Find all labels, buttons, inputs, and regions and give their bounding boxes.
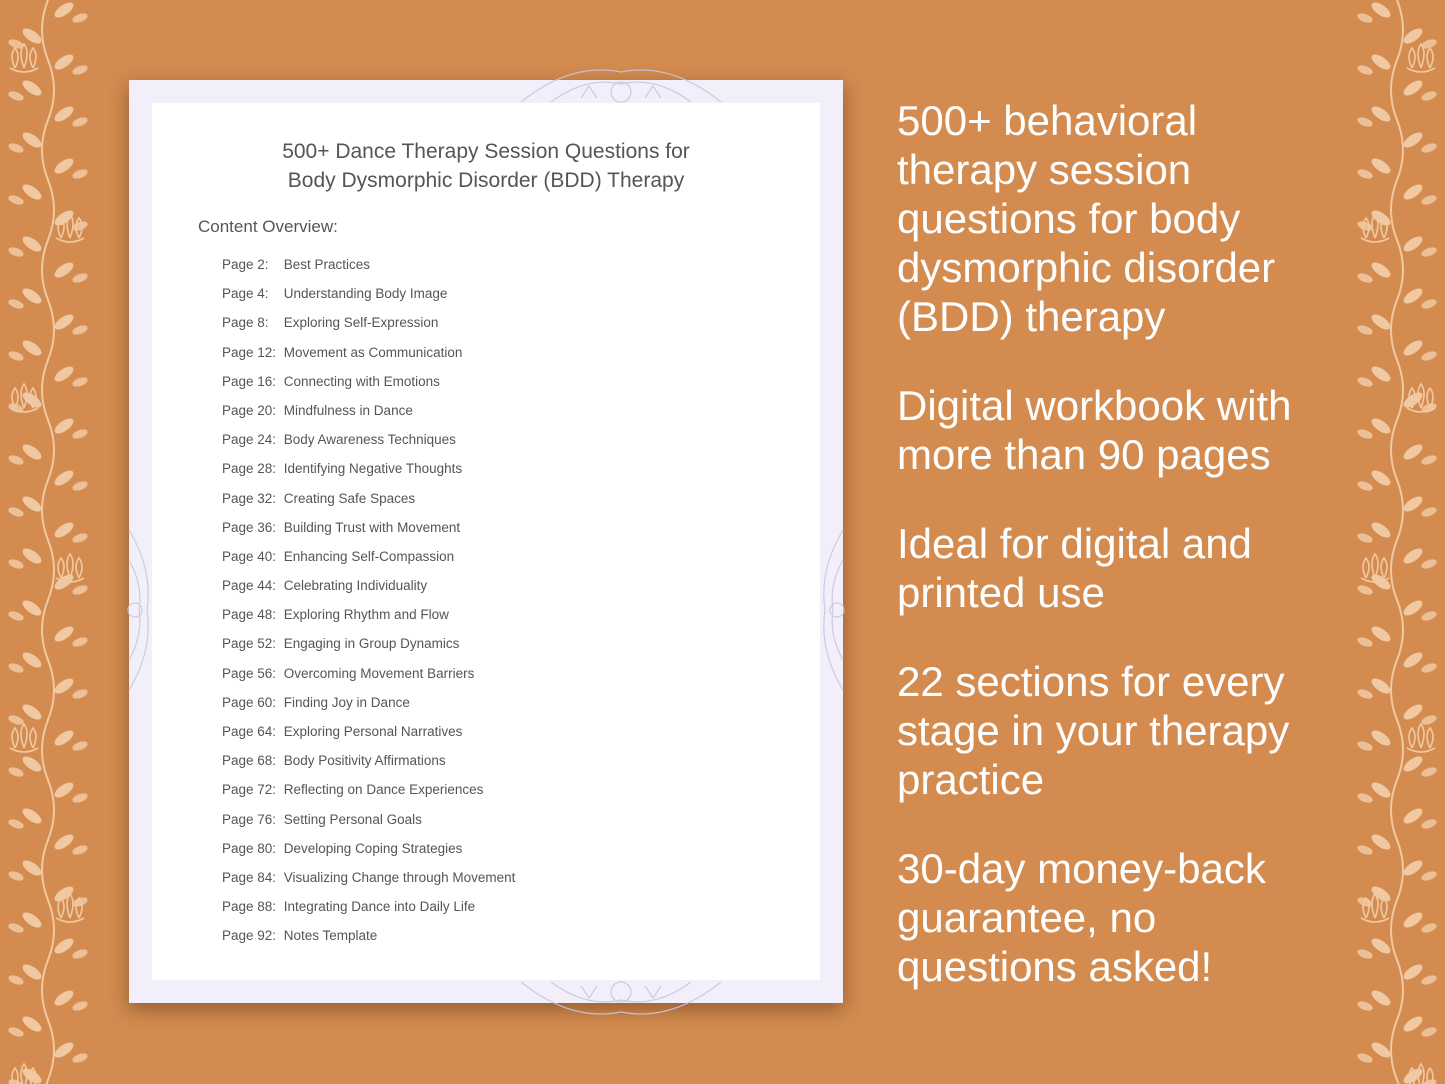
toc-page-number: Page 92:: [222, 928, 277, 944]
toc-item: [222, 372, 515, 401]
toc-section-title: Best Practices: [283, 257, 371, 272]
toc-section-title: Integrating Dance into Daily Life: [283, 899, 476, 915]
toc-section-title: Reflecting on Dance Experiences: [283, 782, 484, 798]
toc-page-number: Page 2:: [222, 257, 269, 272]
toc-section-title: Engaging in Group Dynamics: [283, 636, 460, 652]
feature-sections: 22 sections for every stage in your therapy practice: [897, 658, 1290, 803]
toc-section-title: Developing Coping Strategies: [283, 840, 463, 856]
toc-item: [222, 868, 515, 897]
toc-section-title: Enhancing Self-Compassion: [283, 548, 455, 564]
toc-page-number: Page 32:: [222, 490, 277, 506]
toc-section-title: Exploring Self-Expression: [283, 315, 439, 331]
toc-section-title: Identifying Negative Thoughts: [283, 461, 463, 477]
toc-page-number: Page 68:: [222, 753, 277, 769]
toc-item: [222, 518, 515, 547]
toc-section-title: Exploring Rhythm and Flow: [283, 607, 449, 623]
toc-page-number: Page 88:: [222, 899, 277, 915]
toc-page-number: Page 20:: [222, 402, 277, 418]
table-of-contents: [222, 255, 515, 956]
toc-item: [222, 576, 515, 605]
toc-item: [222, 722, 515, 751]
toc-item: [222, 459, 515, 488]
toc-page-number: Page 64:: [222, 724, 277, 739]
toc-page-number: Page 72:: [222, 782, 277, 798]
content-overview-heading: Content Overview:: [198, 217, 338, 236]
document-page: [152, 103, 820, 980]
toc-item: [222, 664, 515, 693]
toc-section-title: Understanding Body Image: [283, 286, 448, 302]
toc-item: [222, 284, 515, 313]
left-floral-border: [0, 0, 96, 1084]
toc-item: [222, 810, 515, 839]
toc-section-title: Notes Template: [283, 928, 378, 944]
toc-section-title: Exploring Personal Narratives: [283, 724, 463, 739]
toc-section-title: Mindfulness in Dance: [283, 402, 413, 418]
feature-usage: Ideal for digital and printed use: [897, 520, 1252, 616]
toc-item: [222, 313, 515, 342]
document-title-line: 500+ Dance Therapy Session Questions for: [282, 140, 690, 163]
toc-section-title: Creating Safe Spaces: [283, 490, 416, 506]
toc-page-number: Page 16:: [222, 373, 277, 389]
toc-item: [222, 780, 515, 809]
toc-section-title: Movement as Communication: [283, 344, 463, 360]
feature-pages: Digital workbook with more than 90 pages: [897, 382, 1292, 478]
toc-section-title: Body Awareness Techniques: [283, 432, 456, 448]
toc-page-number: Page 8:: [222, 315, 269, 331]
mandala-icon: [125, 520, 155, 700]
toc-page-number: Page 56:: [222, 665, 277, 681]
document-preview: [129, 80, 843, 1003]
toc-item: [222, 693, 515, 722]
toc-page-number: Page 60:: [222, 694, 277, 710]
feature-list: [897, 96, 1327, 1031]
mandala-icon: [511, 62, 731, 106]
toc-page-number: Page 84:: [222, 869, 277, 885]
toc-page-number: Page 12:: [222, 344, 277, 360]
toc-item: [222, 489, 515, 518]
toc-section-title: Setting Personal Goals: [283, 811, 422, 827]
toc-page-number: Page 52:: [222, 636, 277, 652]
toc-page-number: Page 28:: [222, 461, 277, 477]
toc-section-title: Building Trust with Movement: [283, 519, 461, 535]
toc-page-number: Page 24:: [222, 432, 277, 448]
right-floral-border: [1349, 0, 1445, 1084]
toc-item: [222, 547, 515, 576]
toc-section-title: Visualizing Change through Movement: [283, 869, 516, 885]
toc-item: [222, 343, 515, 372]
floral-vine-icon: [1349, 0, 1445, 1084]
floral-vine-icon: [0, 0, 96, 1084]
feature-questions: 500+ behavioral therapy session questions for body dysmorphic disorder (BDD) therapy: [897, 97, 1276, 340]
toc-item: [222, 839, 515, 868]
toc-section-title: Overcoming Movement Barriers: [283, 665, 475, 681]
toc-section-title: Celebrating Individuality: [283, 578, 428, 594]
toc-page-number: Page 80:: [222, 840, 277, 856]
toc-section-title: Body Positivity Affirmations: [283, 753, 446, 769]
mandala-icon: [511, 978, 731, 1022]
toc-item: [222, 430, 515, 459]
toc-item: [222, 751, 515, 780]
document-title: [152, 137, 820, 195]
toc-page-number: Page 48:: [222, 607, 277, 623]
toc-item: [222, 401, 515, 430]
toc-item: [222, 634, 515, 663]
toc-item: [222, 605, 515, 634]
toc-item: [222, 926, 515, 955]
toc-section-title: Finding Joy in Dance: [283, 694, 410, 710]
toc-item: [222, 897, 515, 926]
feature-guarantee: 30-day money-back guarantee, no questions asked!: [897, 845, 1266, 990]
toc-item: [222, 255, 515, 284]
document-title-line: Body Dysmorphic Disorder (BDD) Therapy: [287, 169, 685, 192]
toc-page-number: Page 36:: [222, 519, 277, 535]
toc-page-number: Page 40:: [222, 548, 277, 564]
toc-section-title: Connecting with Emotions: [283, 373, 440, 389]
toc-page-number: Page 4:: [222, 286, 269, 302]
toc-page-number: Page 44:: [222, 578, 277, 594]
toc-page-number: Page 76:: [222, 811, 277, 827]
mandala-icon: [817, 520, 847, 700]
